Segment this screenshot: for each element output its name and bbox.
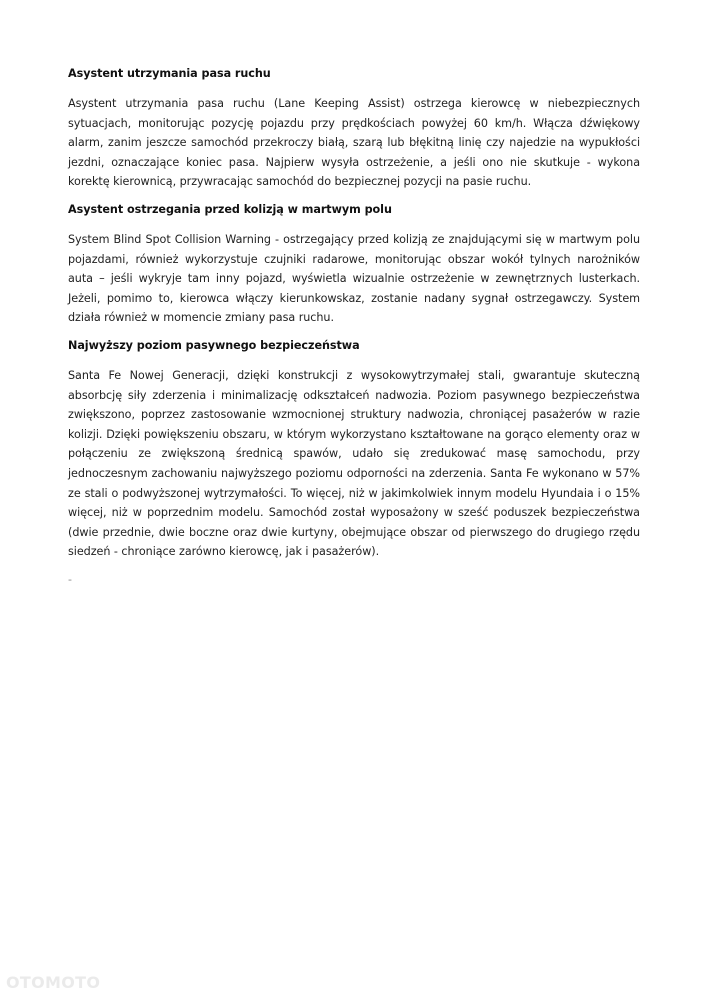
section-title: Najwyższy poziom pasywnego bezpieczeństwa — [68, 338, 360, 352]
section-passive-safety — [68, 338, 640, 562]
trailing-dash: - — [68, 572, 72, 586]
section-lane-keeping-assist — [68, 66, 640, 192]
section-blind-spot-warning — [68, 202, 640, 328]
watermark-logo: OTOMOTO — [6, 973, 101, 992]
section-title: Asystent ostrzegania przed kolizją w martwym polu — [68, 202, 392, 216]
section-body: Santa Fe Nowej Generacji, dzięki konstrukcji z wysokowytrzymałej stali, gwarantuje skuteczną absorbcję siły zderzenia i minimalizację odkształceń nadwozia. Poziom pasywnego bezpieczeństwa zwiększono, poprzez zastosowanie wzmocnionej struktury nadwozia, chroniącej pasażerów w razie kolizji. Dzięki powiększeniu obszaru, w którym wykorzystano kształtowane na gorąco elementy oraz w połączeniu ze zwiększoną średnicą spawów, udało się zredukować masę samochodu, przy jednoczesnym zachowaniu najwyższego poziomu odporności na zderzenia. Santa Fe wykonano w 57% ze stali o podwyższonej wytrzymałości. To więcej, niż w jakimkolwiek innym modelu Hyundaia i o 15% więcej, niż w poprzednim modelu. Samochód został wyposażony w sześć poduszek bezpieczeństwa (dwie przednie, dwie boczne oraz dwie kurtyny, obejmujące obszar od pierwszego do drugiego rzędu siedzeń - chroniące zarówno kierowcę, jak i pasażerów). — [68, 368, 640, 559]
section-title: Asystent utrzymania pasa ruchu — [68, 67, 271, 80]
document-page — [68, 66, 640, 588]
section-body: System Blind Spot Collision Warning - ostrzegający przed kolizją ze znajdującymi się w martwym polu pojazdami, również wykorzystuje czujniki radarowe, monitorując obszar wokół tylnych narożników auta – jeśli wykryje tam inny pojazd, wyświetla wizualnie ostrzeżenie w zewnętrznych lusterkach. Jeżeli, pomimo to, kierowca włączy kierunkowskaz, zostanie nadany sygnał ostrzegawczy. System działa również w momencie zmiany pasa ruchu. — [68, 232, 640, 325]
section-body: Asystent utrzymania pasa ruchu (Lane Keeping Assist) ostrzega kierowcę w niebezpiecznych sytuacjach, monitorując pozycję pojazdu przy prędkościach powyżej 60 km/h. Włącza dźwiękowy alarm, zanim jeszcze samochód przekroczy białą, szarą lub błękitną linię czy najedzie na wypukłości jezdni, oznaczające koniec pasa. Najpierw wysyła ostrzeżenie, a jeśli ono nie skutkuje - wykona korektę kierownicą, przywracając samochód do bezpiecznej pozycji na pasie ruchu. — [68, 97, 640, 189]
